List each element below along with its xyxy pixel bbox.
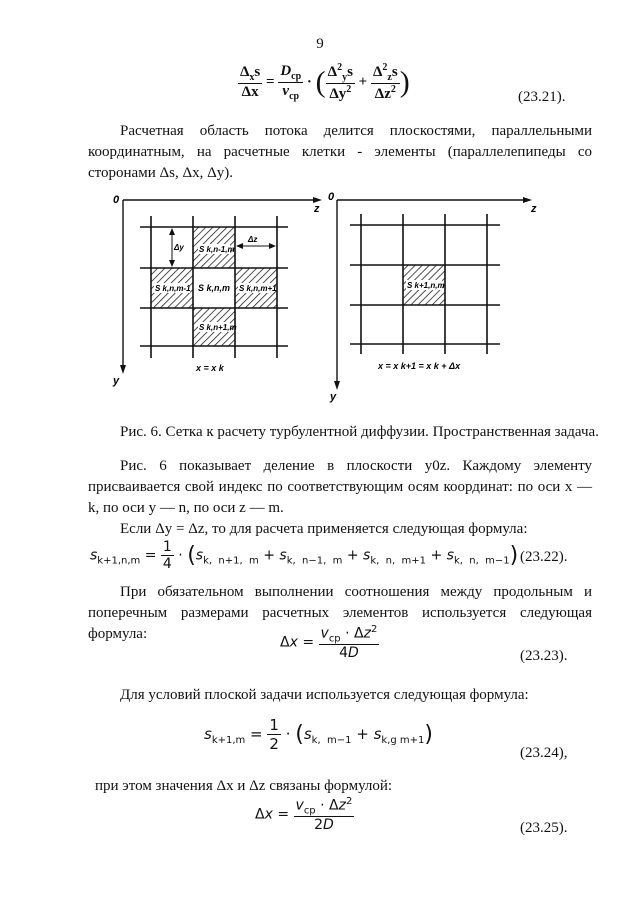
figure-caption: Рис. 6. Сетка к расчету турбулентной диффузии. Пространственная задача. bbox=[120, 424, 599, 440]
page-number: 9 bbox=[316, 36, 324, 52]
equation-number-23-24: (23.24), bbox=[520, 745, 568, 761]
paragraph-5: Для условий плоской задачи используется следующая формула: bbox=[120, 687, 529, 703]
left-axis-origin: 0 bbox=[113, 194, 120, 206]
equation-number-23-25: (23.25). bbox=[520, 820, 568, 836]
equation-number-23-22: (23.22). bbox=[520, 549, 568, 565]
equation-23-24: $s_{k+1,m}$ = $\frac{1}{2}$ · $(s_{k, m-1} + s_{k,g m+1})$ bbox=[204, 716, 433, 753]
right-bottom-label: x = x k+1 = x k + Δx bbox=[378, 361, 461, 371]
right-axis-origin: 0 bbox=[328, 191, 335, 203]
equation-23-21: $\frac{\Delta_xs}{\Delta x}$ = $\frac{D_{ср}}{v_{ср}}$ · ( $\frac{\Delta^2_ys}{\Delta y^2}$ + $\frac{\Delta^2_zs}{\Delta z^2}$ ) bbox=[240, 62, 410, 102]
grid-figure bbox=[110, 188, 550, 403]
left-bottom-label: x = x k bbox=[196, 363, 224, 373]
equation-23-23: Δx = $\frac{v_{ср} \cdot \Delta z^2}{4D}$ bbox=[280, 624, 378, 662]
equation-23-22: $s_{k+1,n,m}$ = $\frac{1}{4}$ · $(s_{k, n+1, m} + s_{k, n-1, m} + s_{k, n, m+1} + s_{k, n, m-1})$ bbox=[90, 539, 519, 572]
left-dy-label: Δy bbox=[174, 243, 184, 252]
right-axis-y: y bbox=[330, 391, 337, 403]
left-cell-center-label: S k,n,m bbox=[198, 283, 231, 293]
right-axis-z: z bbox=[531, 203, 537, 215]
left-cell-top-label: S k,n-1,m bbox=[199, 245, 235, 254]
left-axis-y: y bbox=[113, 375, 120, 387]
equation-23-25: Δx = $\frac{v_{ср} \cdot \Delta z^2}{2D}$ bbox=[255, 796, 353, 834]
paragraph-4: При обязательном выполнении соотношения между продольным и поперечным размерами расчетных элементов используется следующая формула: bbox=[88, 584, 592, 642]
equation-number-23-21: (23.21). bbox=[518, 89, 566, 105]
paragraph-6: при этом значения Δx и Δz связаны формулой: bbox=[95, 778, 393, 794]
left-cell-left-label: S k,n,m-1 bbox=[155, 284, 191, 293]
paragraph-2: Рис. 6 показывает деление в плоскости y0z. Каждому элементу присваивается свой индекс по соответствующим осям координат: по оси x — k, по оси y — n, по оси z — m. bbox=[88, 458, 592, 516]
equation-number-23-23: (23.23). bbox=[520, 648, 568, 664]
paragraph-1: Расчетная область потока делится плоскостями, параллельными координатным, на расчетные клетки - элементы (параллелепипеды со сторонами Δs, Δx, Δy). bbox=[88, 123, 592, 181]
left-axis-z: z bbox=[314, 203, 320, 215]
left-cell-bottom-label: S k,n+1,m bbox=[199, 323, 237, 332]
right-cell-center-label: S k+1,n,m bbox=[407, 281, 445, 290]
left-cell-right-label: S k,n,m+1 bbox=[239, 284, 277, 293]
left-dz-label: Δz bbox=[248, 235, 258, 244]
paragraph-3: Если Δy = Δz, то для расчета применяется следующая формула: bbox=[120, 521, 528, 537]
